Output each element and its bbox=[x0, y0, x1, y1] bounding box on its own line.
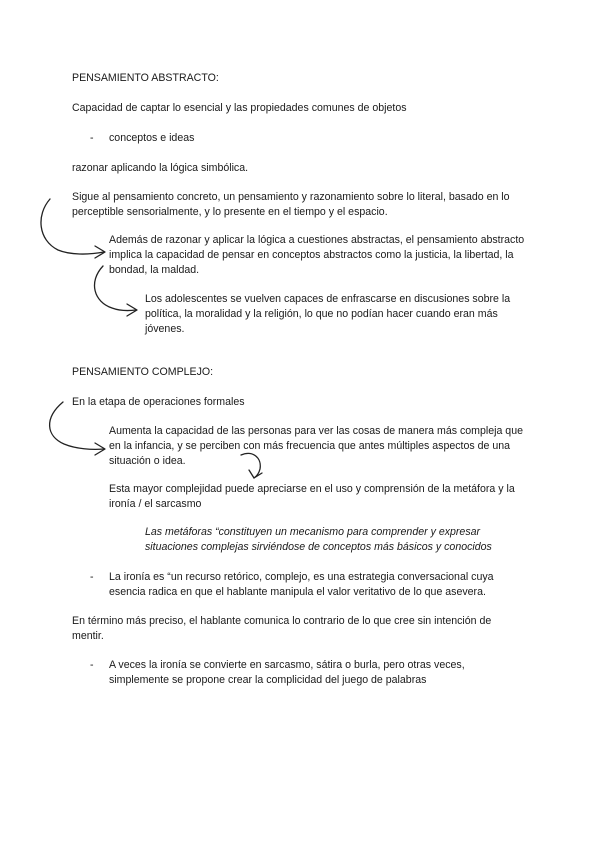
bullet-dash: - bbox=[90, 659, 94, 671]
complexity-paragraph: Esta mayor complejidad puede apreciarse en el uso y comprensión de la metáfora y la ironía / el sarcasmo bbox=[109, 483, 515, 510]
irony-definition: La ironía es “un recurso retórico, complejo, es una estrategia conversacional cuya esencia radica en que el hablante manipula el valor veritativo de lo que asevera. bbox=[109, 571, 494, 598]
adolescents-paragraph: Los adolescentes se vuelven capaces de enfrascarse en discusiones sobre la política, la moralidad y la religión, lo que no podían hacer cuando eran más jóvenes. bbox=[145, 293, 511, 335]
irony-sarcasm: A veces la ironía se convierte en sarcasmo, sátira o burla, pero otras veces, simplemente se propone crear la complicidad del juego de palabras bbox=[109, 659, 465, 686]
bullet-concepts: conceptos e ideas bbox=[109, 132, 195, 144]
besides-reasoning: Además de razonar y aplicar la lógica a cuestiones abstractas, el pensamiento abstracto implica la capacidad de pensar en conceptos abstractos como la justicia, la libertad, la bondad, la maldad. bbox=[109, 234, 525, 276]
bullet-dash: - bbox=[90, 132, 94, 144]
heading-pensamiento-complejo: PENSAMIENTO COMPLEJO: bbox=[72, 366, 214, 378]
bullet-dash: - bbox=[90, 571, 94, 583]
abstract-definition: Capacidad de captar lo esencial y las propiedades comunes de objetos bbox=[72, 102, 407, 114]
follows-concrete: Sigue al pensamiento concreto, un pensamiento y razonamiento sobre lo literal, basado en lo perceptible sensorialmente, y lo presente en el tiempo y el espacio. bbox=[72, 191, 510, 218]
reason-symbolic: razonar aplicando la lógica simbólica. bbox=[72, 162, 249, 174]
precise-term: En término más preciso, el hablante comunica lo contrario de lo que cree sin intención de mentir. bbox=[72, 615, 492, 642]
heading-pensamiento-abstracto: PENSAMIENTO ABSTRACTO: bbox=[72, 72, 219, 84]
formal-operations: En la etapa de operaciones formales bbox=[72, 396, 245, 408]
increases-capacity: Aumenta la capacidad de las personas para ver las cosas de manera más compleja que en la infancia, y se perciben con más frecuencia que antes múltiples aspectos de una situación o idea. bbox=[109, 425, 523, 467]
metaphors-quote: Las metáforas “constituyen un mecanismo para comprender y expresar situaciones complejas sirviéndose de conceptos más básicos y conocidos bbox=[145, 526, 492, 553]
